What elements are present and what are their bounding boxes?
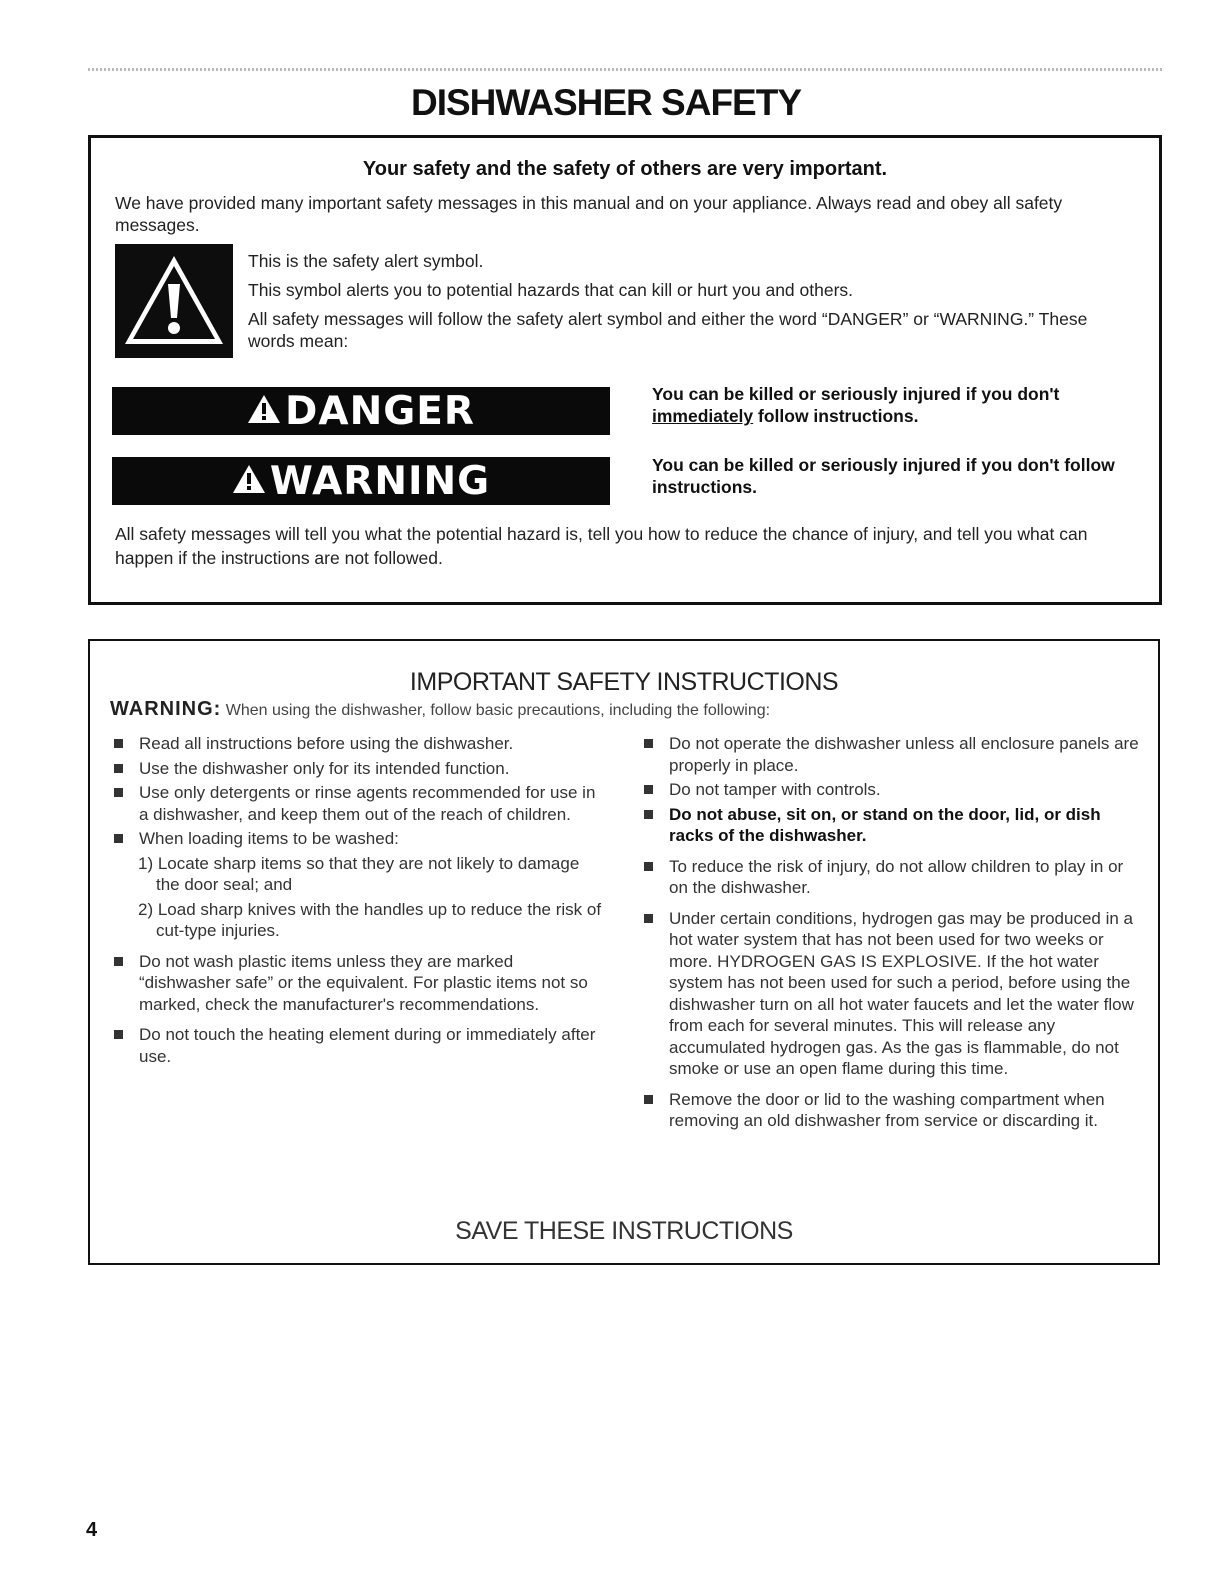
list-item: Read all instructions before using the dishwasher. xyxy=(114,733,604,755)
bullet-icon xyxy=(114,1030,123,1039)
important-instructions-box xyxy=(88,639,1160,1265)
danger-text-before: You can be killed or seriously injured if you don't xyxy=(652,384,1060,404)
safety-box-heading: Your safety and the safety of others are very important. xyxy=(362,158,888,180)
sub-list-item: 1) Locate sharp items so that they are not likely to damage the door seal; and xyxy=(138,853,580,894)
safety-box-intro: We have provided many important safety messages in this manual and on your appliance. Always read and obey all safety messages. xyxy=(115,193,1063,235)
sub-list-item: 2) Load sharp knives with the handles up to reduce the risk of cut-type injuries. xyxy=(138,899,602,940)
instructions-right-column xyxy=(644,733,1144,1135)
bullet-icon xyxy=(644,785,653,794)
page-title: DISHWASHER SAFETY xyxy=(410,82,802,123)
warning-triangle-icon xyxy=(232,459,266,504)
list-item: To reduce the risk of injury, do not allow children to play in or on the dishwasher. xyxy=(644,856,1144,899)
instructions-warning-label: WARNING: xyxy=(110,698,222,720)
bullet-icon xyxy=(114,764,123,773)
bullet-icon xyxy=(644,1095,653,1104)
instructions-warning-line xyxy=(110,698,1150,721)
list-item: When loading items to be washed: xyxy=(114,828,604,850)
alert-symbol-description xyxy=(248,250,1128,359)
bullet-icon xyxy=(114,834,123,843)
danger-signal-banner xyxy=(112,387,610,435)
list-item: Do not operate the dishwasher unless all enclosure panels are properly in place. xyxy=(644,733,1144,776)
warning-label: WARNING xyxy=(269,458,491,504)
instructions-warning-text: When using the dishwasher, follow basic precautions, including the following: xyxy=(221,702,771,719)
bullet-icon xyxy=(644,739,653,748)
danger-label: DANGER xyxy=(285,388,475,434)
page-number: 4 xyxy=(86,1519,98,1541)
alert-line: This is the safety alert symbol. xyxy=(248,251,484,271)
bullet-icon xyxy=(114,788,123,797)
instructions-heading: IMPORTANT SAFETY INSTRUCTIONS xyxy=(409,668,839,696)
instructions-left-column xyxy=(114,733,604,1070)
list-item: Do not touch the heating element during or immediately after use. xyxy=(114,1024,604,1067)
list-item: Use the dishwasher only for its intended function. xyxy=(114,758,604,780)
list-item: Do not abuse, sit on, or stand on the door, lid, or dish racks of the dishwasher. xyxy=(644,804,1144,847)
list-item: Remove the door or lid to the washing compartment when removing an old dishwasher from service or discarding it. xyxy=(644,1089,1144,1132)
alert-line: This symbol alerts you to potential hazards that can kill or hurt you and others. xyxy=(248,280,854,300)
bullet-icon xyxy=(114,957,123,966)
bullet-icon xyxy=(644,810,653,819)
list-item: Do not wash plastic items unless they are marked “dishwasher safe” or the equivalent. For plastic items not so marked, check the manufacturer's recommendations. xyxy=(114,951,604,1016)
danger-text-after: follow instructions. xyxy=(753,406,919,426)
list-item: Do not tamper with controls. xyxy=(644,779,1144,801)
warning-signal-banner xyxy=(112,457,610,505)
warning-description: You can be killed or seriously injured if you don't follow instructions. xyxy=(652,455,1115,497)
danger-text-underlined: immediately xyxy=(652,406,754,426)
top-dotted-rule xyxy=(88,68,1162,71)
bullet-icon xyxy=(644,862,653,871)
alert-line: All safety messages will follow the safety alert symbol and either the word “DANGER” or “WARNING.” These words mean: xyxy=(248,309,1088,351)
bullet-icon xyxy=(644,914,653,923)
safety-box-footer: All safety messages will tell you what the potential hazard is, tell you how to reduce the chance of injury, and tell you what can happen if the instructions are not followed. xyxy=(115,524,1088,568)
warning-triangle-icon xyxy=(247,389,281,434)
save-instructions-footer: SAVE THESE INSTRUCTIONS xyxy=(455,1217,793,1245)
list-item: Under certain conditions, hydrogen gas may be produced in a hot water system that has not been used for two weeks or more. HYDROGEN GAS IS EXPLOSIVE. If the hot water system has not been used for such a period, before using the dishwasher turn on all hot water faucets and let the water flow from each for several minutes. This will release any accumulated hydrogen gas. As the gas is flammable, do not smoke or use an open flame during this time. xyxy=(644,908,1144,1080)
danger-description xyxy=(652,383,1152,427)
safety-alert-icon xyxy=(115,244,233,358)
bullet-icon xyxy=(114,739,123,748)
list-item: Use only detergents or rinse agents recommended for use in a dishwasher, and keep them out of the reach of children. xyxy=(114,782,604,825)
safety-message-box xyxy=(88,135,1162,605)
